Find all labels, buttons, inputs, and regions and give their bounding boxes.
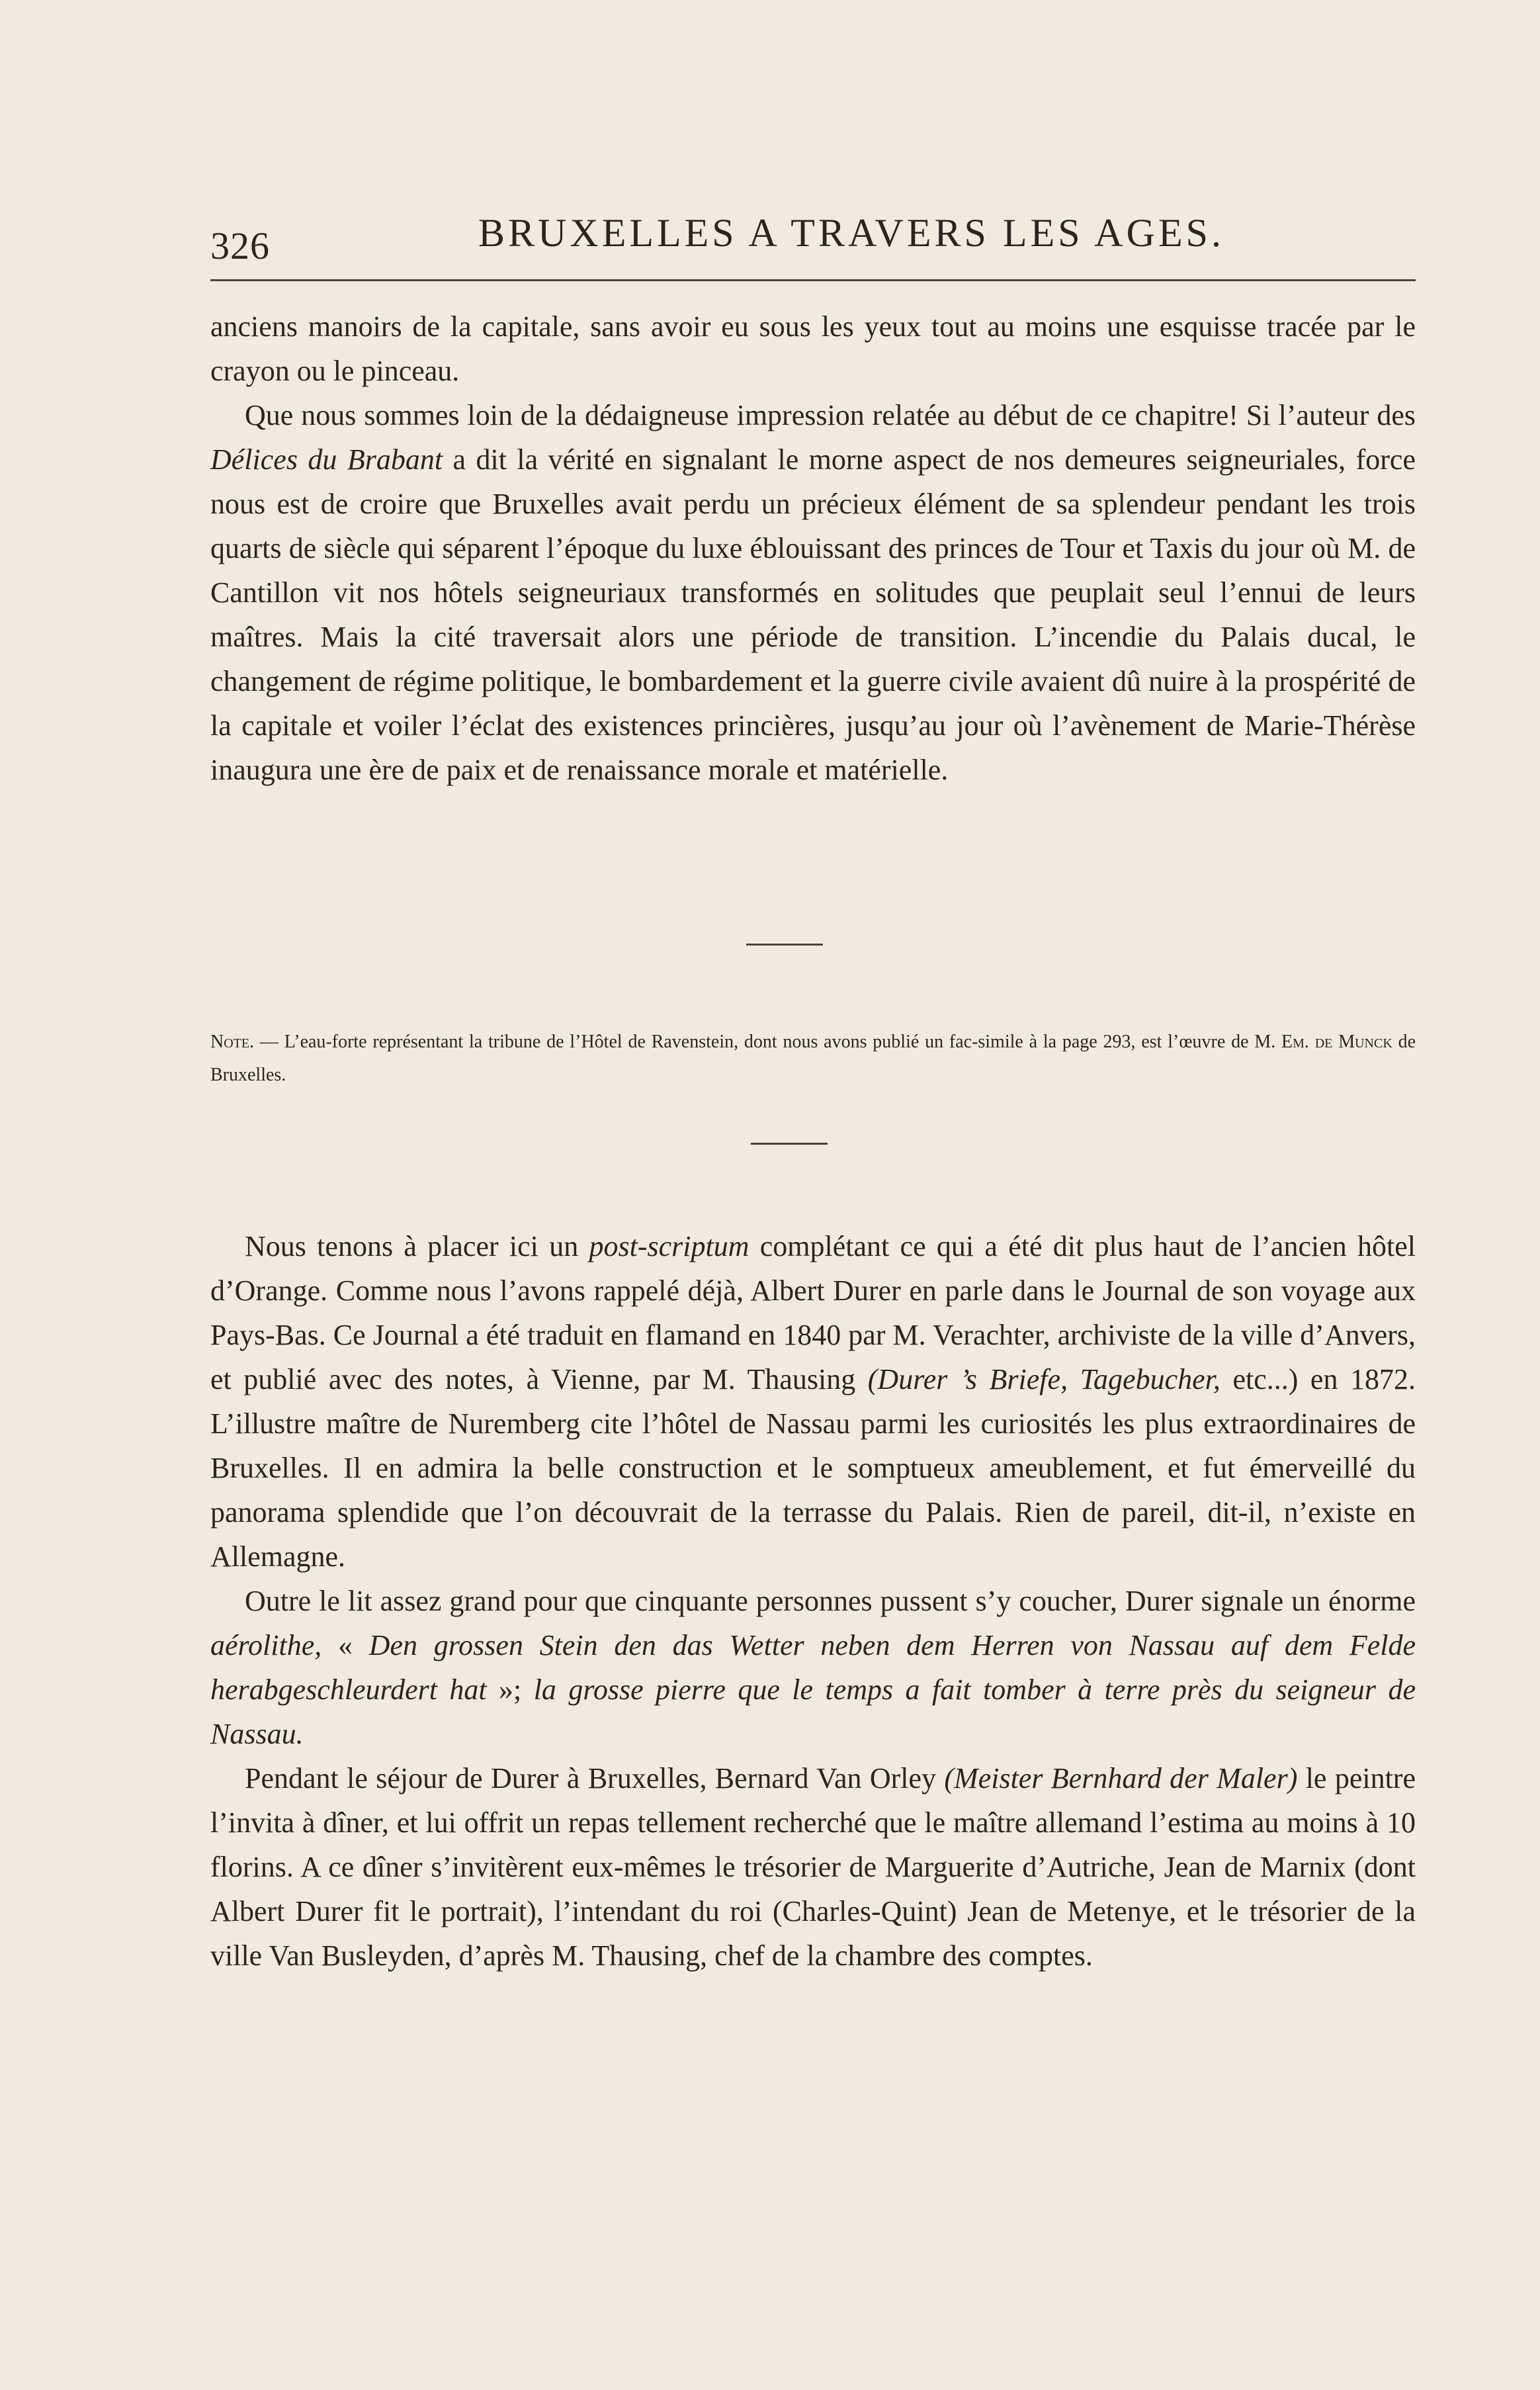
paragraph: Pendant le séjour de Durer à Bruxelles, Bernard Van Orley (Meister Bernhard der Maler) le peintre l’invita à dîner, et lui offrit un repas tellement recherché que le maître allemand l’estima au moins à 10 florins. A ce dîner s’invitèrent eux-mêmes le trésorier de Marguerite d’Autriche, Jean de Marnix (dont Albert Durer fit le portrait), l’intendant du roi (Charles-Quint) Jean de Metenye, et le trésorier de la ville Van Busleyden, d’après M. Thausing, chef de la chambre des comptes. bbox=[210, 1762, 1416, 1972]
footnote: Note. — L’eau-forte représentant la tribune de l’Hôtel de Ravenstein, dont nous avons publié un fac-simile à la page 293, est l’œuvre de M. Em. de Munck de Bruxelles. bbox=[210, 1032, 1416, 1085]
reference-title: (Durer ’s Briefe, Tagebucher, bbox=[867, 1363, 1220, 1395]
text-block-bottom bbox=[210, 1224, 1416, 1978]
paragraph: Outre le lit assez grand pour que cinquante personnes pussent s’y coucher, Durer signale un énorme aérolithe, « Den grossen Stein den das Wetter neben dem Herren von Nassau auf dem Felde herabgeschleurdert hat »; la grosse pierre que le temps a fait tomber à terre près du seigneur de Nassau. bbox=[210, 1585, 1416, 1750]
paragraph: anciens manoirs de la capitale, sans avoir eu sous les yeux tout au moins une esquisse tracée par le crayon ou le pinceau. bbox=[210, 310, 1416, 387]
artist-name: Em. de Munck bbox=[1281, 1032, 1392, 1052]
page-header bbox=[210, 210, 1416, 277]
note-label: Note. bbox=[210, 1032, 255, 1052]
text-block-top bbox=[210, 304, 1416, 792]
french-translation: la grosse pierre que le temps a fait tomber à terre près du seigneur de Nassau. bbox=[210, 1673, 1416, 1750]
page-number: 326 bbox=[210, 224, 270, 267]
paragraph: Que nous sommes loin de la dédaigneuse impression relatée au début de ce chapitre! Si l’auteur des Délices du Brabant a dit la vérité en signalant le morne aspect de nos demeures seigneuriales, force nous est de croire que Bruxelles avait perdu un précieux élément de sa splendeur pendant les trois quarts de siècle qui séparent l’époque du luxe éblouissant des princes de Tour et Taxis du jour où M. de Cantillon vit nos hôtels seigneuriaux transformés en solitudes que peuplait seul l’ennui de leurs maîtres. Mais la cité traversait alors une période de transition. L’incendie du Palais ducal, le changement de régime politique, le bombardement et la guerre civile avaient dû nuire à la prospérité de la capitale et voiler l’éclat des existences princières, jusqu’au jour où l’avènement de Marie-Thérèse inaugura une ère de paix et de renaissance morale et matérielle. bbox=[210, 399, 1416, 786]
book-title: Délices du Brabant bbox=[210, 443, 443, 476]
section-divider bbox=[746, 944, 823, 946]
german-quote: Den grossen Stein den das Wetter neben dem Herren von Nassau auf dem Felde herabgeschleurdert hat bbox=[210, 1629, 1416, 1706]
paragraph: Nous tenons à placer ici un post-scriptum complétant ce qui a été dit plus haut de l’ancien hôtel d’Orange. Comme nous l’avons rappelé déjà, Albert Durer en parle dans le Journal de son voyage aux Pays-Bas. Ce Journal a été traduit en flamand en 1840 par M. Verachter, archiviste de la ville d’Anvers, et publié avec des notes, à Vienne, par M. Thausing (Durer ’s Briefe, Tagebucher, etc...) en 1872. L’illustre maître de Nuremberg cite l’hôtel de Nassau parmi les curiosités les plus extraordinaires de Bruxelles. Il en admira la belle construction et le somptueux ameublement, et fut émerveillé du panorama splendide que l’on découvrait de la terrasse du Palais. Rien de pareil, dit-il, n’existe en Allemagne. bbox=[210, 1230, 1416, 1573]
running-title: BRUXELLES A TRAVERS LES AGES. bbox=[478, 211, 1224, 255]
section-divider bbox=[751, 1143, 828, 1145]
header-rule bbox=[210, 279, 1416, 281]
